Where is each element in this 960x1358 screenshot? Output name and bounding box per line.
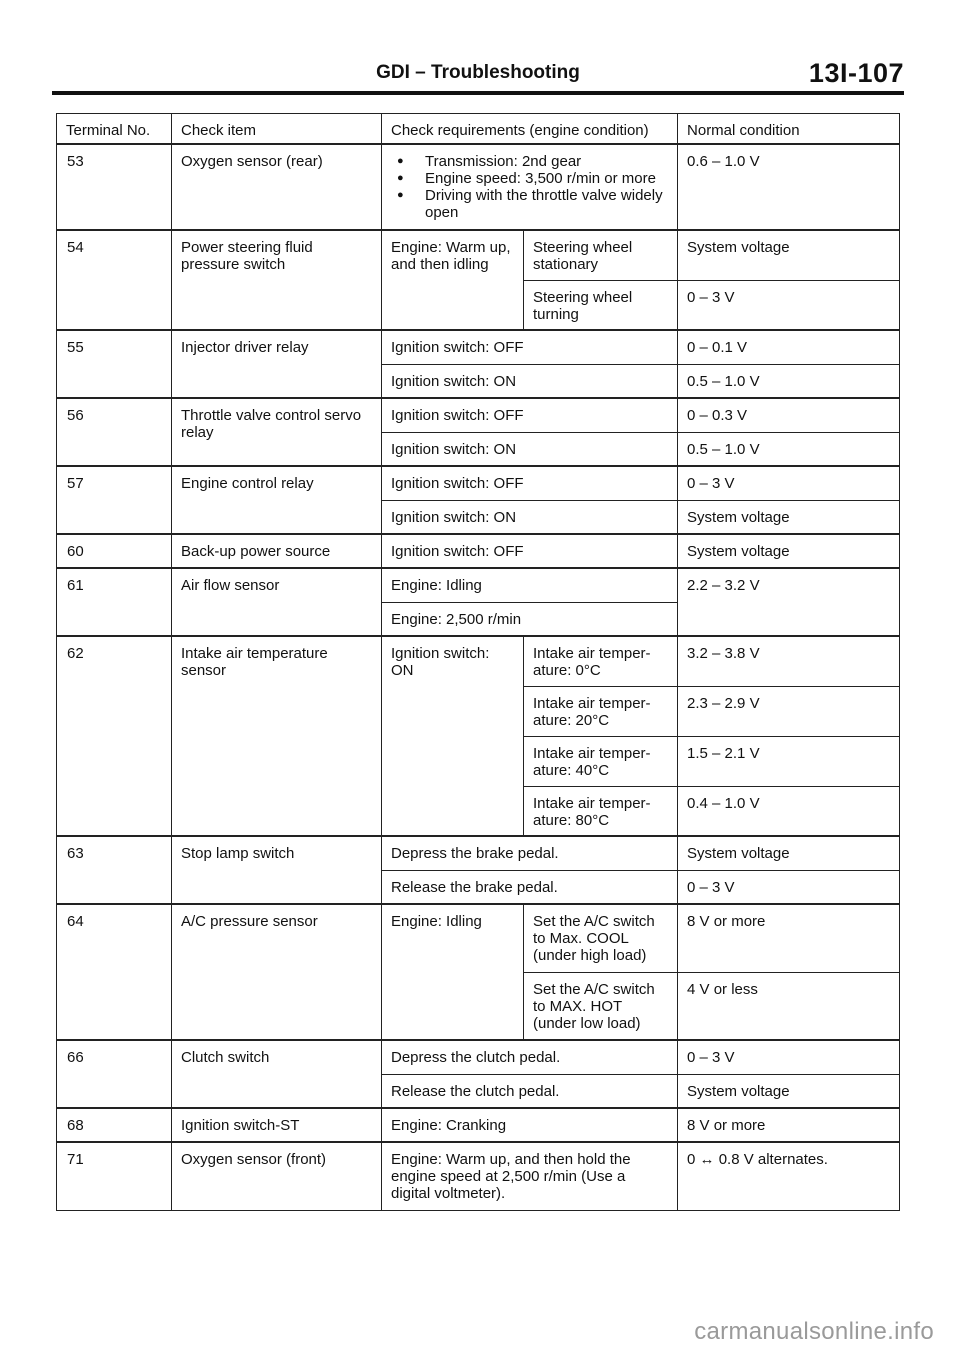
column-header: Normal condition bbox=[678, 114, 900, 145]
requirement-cell: Engine: Idling bbox=[382, 568, 678, 602]
header-divider bbox=[52, 91, 904, 95]
condition-cell: Engine: Idling bbox=[382, 904, 524, 1040]
requirement-cell: Ignition switch: OFF bbox=[382, 466, 678, 500]
requirement-cell bbox=[382, 144, 678, 230]
terminal-cell: 62 bbox=[57, 636, 172, 836]
table-row bbox=[57, 466, 900, 500]
requirement-cell: Ignition switch: OFF bbox=[382, 330, 678, 364]
sub-condition-cell: Steering wheel turning bbox=[524, 280, 678, 330]
normal-cell: 0.6 – 1.0 V bbox=[678, 144, 900, 230]
normal-cell: 2.2 – 3.2 V bbox=[678, 568, 900, 636]
normal-cell: 0 – 0.3 V bbox=[678, 398, 900, 432]
table-header-row bbox=[57, 114, 900, 145]
column-header: Check item bbox=[172, 114, 382, 145]
normal-cell: 0 – 3 V bbox=[678, 1040, 900, 1074]
normal-cell: 3.2 – 3.8 V bbox=[678, 636, 900, 686]
requirement-cell: Ignition switch: ON bbox=[382, 364, 678, 398]
normal-cell: 8 V or more bbox=[678, 904, 900, 972]
requirement-cell: Engine: 2,500 r/min bbox=[382, 602, 678, 636]
normal-cell: 0 – 3 V bbox=[678, 870, 900, 904]
terminal-cell: 63 bbox=[57, 836, 172, 904]
page-header bbox=[52, 58, 904, 94]
table-row bbox=[57, 568, 900, 602]
bullet-item: ● Driving with the throttle valve widely open bbox=[391, 187, 668, 221]
check-item-cell: Engine control relay bbox=[172, 466, 382, 534]
normal-cell: 0 – 0.1 V bbox=[678, 330, 900, 364]
normal-cell: System voltage bbox=[678, 1074, 900, 1108]
check-item-cell: Throttle valve control servo relay bbox=[172, 398, 382, 466]
normal-cell: 8 V or more bbox=[678, 1108, 900, 1142]
normal-cell: 4 V or less bbox=[678, 972, 900, 1040]
table-row bbox=[57, 398, 900, 432]
page-title: GDI – Troubleshooting bbox=[376, 62, 580, 83]
table-row bbox=[57, 836, 900, 870]
table-row bbox=[57, 1108, 900, 1142]
terminal-cell: 61 bbox=[57, 568, 172, 636]
normal-cell: 0.5 – 1.0 V bbox=[678, 364, 900, 398]
requirement-cell: Release the clutch pedal. bbox=[382, 1074, 678, 1108]
terminal-cell: 53 bbox=[57, 144, 172, 230]
condition-cell: Engine: Warm up, and then idling bbox=[382, 230, 524, 330]
normal-cell: 2.3 – 2.9 V bbox=[678, 686, 900, 736]
requirement-cell: Ignition switch: OFF bbox=[382, 398, 678, 432]
check-item-cell: Stop lamp switch bbox=[172, 836, 382, 904]
requirement-cell: Ignition switch: ON bbox=[382, 500, 678, 534]
terminal-cell: 57 bbox=[57, 466, 172, 534]
bullet-item: ● Engine speed: 3,500 r/min or more bbox=[391, 170, 668, 187]
site-watermark: carmanualsonline.info bbox=[694, 1318, 934, 1345]
requirement-cell: Depress the clutch pedal. bbox=[382, 1040, 678, 1074]
sub-condition-cell: Intake air temper- ature: 20°C bbox=[524, 686, 678, 736]
sub-condition-cell: Set the A/C switch to Max. COOL (under high load) bbox=[524, 904, 678, 972]
bullet-item: ● Transmission: 2nd gear bbox=[391, 153, 668, 170]
check-item-cell: Air flow sensor bbox=[172, 568, 382, 636]
terminal-check-table bbox=[56, 113, 900, 1211]
requirement-cell: Engine: Cranking bbox=[382, 1108, 678, 1142]
column-header: Terminal No. bbox=[57, 114, 172, 145]
terminal-cell: 60 bbox=[57, 534, 172, 568]
table-row bbox=[57, 1040, 900, 1074]
check-item-cell: A/C pressure sensor bbox=[172, 904, 382, 1040]
normal-cell: 0 – 3 V bbox=[678, 466, 900, 500]
check-item-cell: Clutch switch bbox=[172, 1040, 382, 1108]
check-item-cell: Injector driver relay bbox=[172, 330, 382, 398]
requirement-cell: Depress the brake pedal. bbox=[382, 836, 678, 870]
table-row bbox=[57, 330, 900, 364]
terminal-cell: 71 bbox=[57, 1142, 172, 1210]
sub-condition-cell: Intake air temper- ature: 40°C bbox=[524, 736, 678, 786]
page-number: 13I-107 bbox=[808, 58, 904, 88]
requirement-cell: Release the brake pedal. bbox=[382, 870, 678, 904]
normal-cell: System voltage bbox=[678, 534, 900, 568]
terminal-cell: 64 bbox=[57, 904, 172, 1040]
check-item-cell: Power steering fluid pressure switch bbox=[172, 230, 382, 330]
table-row bbox=[57, 534, 900, 568]
terminal-cell: 68 bbox=[57, 1108, 172, 1142]
table-row bbox=[57, 144, 900, 230]
sub-condition-cell: Steering wheel stationary bbox=[524, 230, 678, 280]
check-item-cell: Oxygen sensor (front) bbox=[172, 1142, 382, 1210]
terminal-cell: 66 bbox=[57, 1040, 172, 1108]
normal-cell: System voltage bbox=[678, 500, 900, 534]
normal-cell: 0.5 – 1.0 V bbox=[678, 432, 900, 466]
normal-cell: System voltage bbox=[678, 836, 900, 870]
requirement-cell: Ignition switch: OFF bbox=[382, 534, 678, 568]
requirement-cell: Ignition switch: ON bbox=[382, 432, 678, 466]
condition-cell: Ignition switch: ON bbox=[382, 636, 524, 836]
check-item-cell: Intake air temperature sensor bbox=[172, 636, 382, 836]
normal-cell: 0 ↔ 0.8 V alternates. bbox=[678, 1142, 900, 1210]
terminal-cell: 56 bbox=[57, 398, 172, 466]
check-item-cell: Oxygen sensor (rear) bbox=[172, 144, 382, 230]
normal-cell: 1.5 – 2.1 V bbox=[678, 736, 900, 786]
check-item-cell: Back-up power source bbox=[172, 534, 382, 568]
table-row bbox=[57, 1142, 900, 1210]
terminal-cell: 54 bbox=[57, 230, 172, 330]
normal-cell: System voltage bbox=[678, 230, 900, 280]
table-row bbox=[57, 904, 900, 972]
sub-condition-cell: Set the A/C switch to MAX. HOT (under low load) bbox=[524, 972, 678, 1040]
normal-cell: 0.4 – 1.0 V bbox=[678, 786, 900, 836]
normal-cell: 0 – 3 V bbox=[678, 280, 900, 330]
check-item-cell: Ignition switch-ST bbox=[172, 1108, 382, 1142]
table-row bbox=[57, 230, 900, 280]
sub-condition-cell: Intake air temper- ature: 0°C bbox=[524, 636, 678, 686]
terminal-cell: 55 bbox=[57, 330, 172, 398]
column-header: Check requirements (engine condition) bbox=[382, 114, 678, 145]
sub-condition-cell: Intake air temper- ature: 80°C bbox=[524, 786, 678, 836]
requirement-cell: Engine: Warm up, and then hold the engine speed at 2,500 r/min (Use a digital voltmeter). bbox=[382, 1142, 678, 1210]
table-row bbox=[57, 636, 900, 686]
